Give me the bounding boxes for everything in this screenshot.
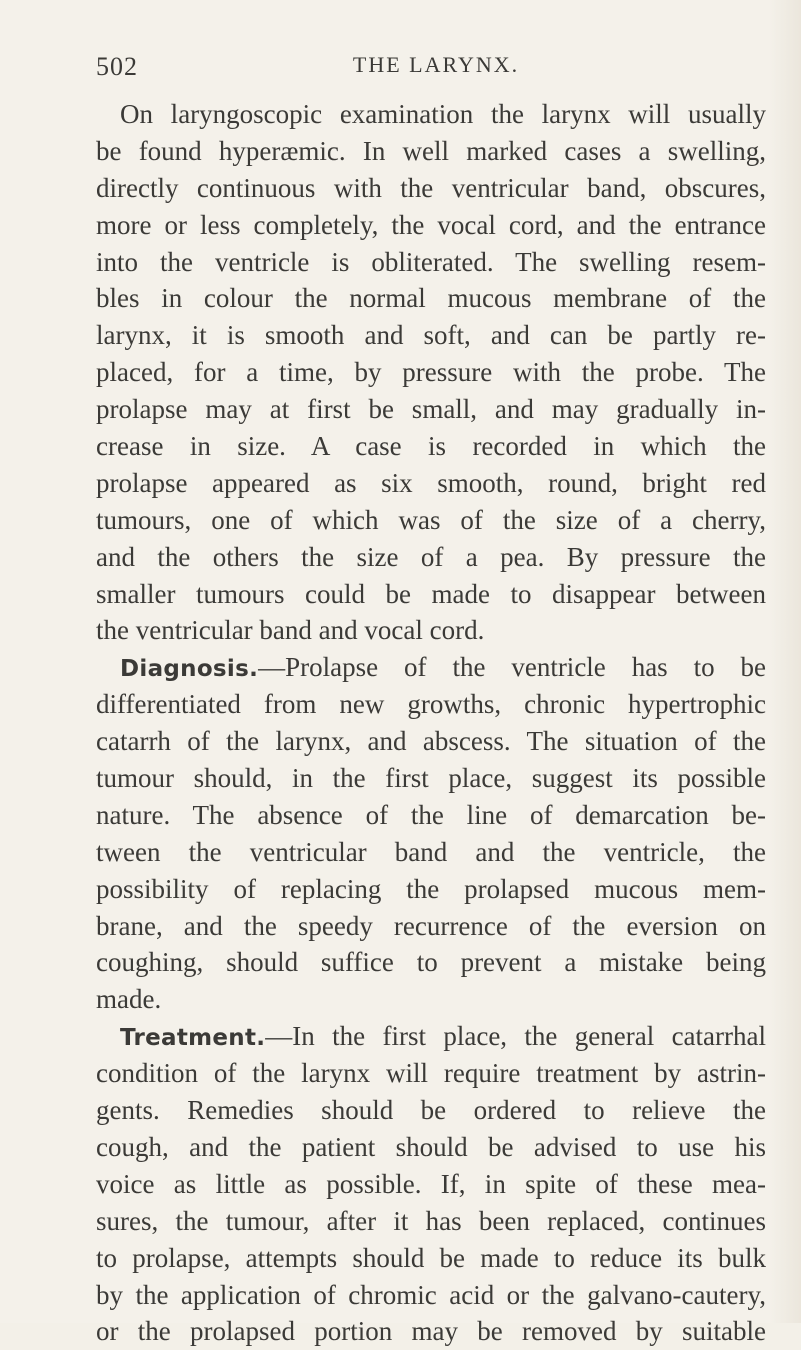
text-line: condition of the larynx will require treatment by astrin- — [96, 1058, 766, 1089]
text-line: tumours, one of which was of the size of a cherry, — [96, 504, 766, 535]
text-line: bles in colour the normal mucous membrane of the — [96, 283, 766, 314]
running-head — [96, 52, 756, 82]
text-line: tween the ventricular band and the ventricle, the — [96, 836, 766, 867]
text-line: differentiated from new growths, chronic hypertrophic — [96, 689, 766, 720]
page-number: 502 — [96, 52, 138, 81]
text-line: brane, and the speedy recurrence of the eversion on — [96, 910, 766, 941]
text-run: —In the first place, the general catarrhal — [265, 1021, 766, 1052]
text-line: more or less completely, the vocal cord, and the entrance — [96, 209, 766, 240]
text-line: catarrh of the larynx, and abscess. The situation of the — [96, 726, 766, 757]
text-line: cough, and the patient should be advised to use his — [96, 1131, 766, 1162]
text-line: placed, for a time, by pressure with the probe. The — [96, 357, 766, 388]
text-line: crease in size. A case is recorded in which the — [96, 431, 766, 462]
paragraph-laryngoscopic-examination — [96, 96, 766, 649]
text-line: sures, the tumour, after it has been replaced, continues — [96, 1205, 766, 1236]
body-text — [96, 96, 766, 1350]
paragraph-treatment — [96, 1018, 766, 1350]
running-title: THE LARYNX. — [352, 52, 520, 77]
text-line: or the prolapsed portion may be removed by suitable — [96, 1316, 766, 1347]
text-line: tumour should, in the first place, suggest its possible — [96, 763, 766, 794]
text-line: made. — [96, 984, 162, 1015]
text-line: and the others the size of a pea. By pressure the — [96, 541, 766, 572]
text-line: into the ventricle is obliterated. The swelling resem- — [96, 246, 766, 277]
text-run: —Prolapse of the ventricle has to be — [258, 652, 766, 683]
text-line: gents. Remedies should be ordered to relieve the — [96, 1095, 766, 1126]
section-heading-treatment: Treatment. — [120, 1025, 266, 1052]
text-line: to prolapse, attempts should be made to reduce its bulk — [96, 1242, 766, 1273]
text-line: voice as little as possible. If, in spite of these mea- — [96, 1168, 766, 1199]
text-line: prolapse may at first be small, and may gradually in- — [96, 394, 766, 425]
section-heading-diagnosis: Diagnosis. — [120, 656, 259, 683]
text-line — [96, 1018, 766, 1055]
text-line: coughing, should suffice to prevent a mistake being — [96, 947, 766, 978]
text-line: by the application of chromic acid or the galvano-cautery, — [96, 1279, 766, 1310]
text-line: the ventricular band and vocal cord. — [96, 615, 485, 646]
text-line: On laryngoscopic examination the larynx will usually — [120, 99, 766, 129]
text-line: be found hyperæmic. In well marked cases a swelling, — [96, 135, 766, 166]
text-line: larynx, it is smooth and soft, and can be partly re- — [96, 320, 766, 351]
text-line: smaller tumours could be made to disappear between — [96, 578, 766, 609]
text-line: directly continuous with the ventricular band, obscures, — [96, 172, 766, 203]
text-line: prolapse appeared as six smooth, round, bright red — [96, 467, 766, 498]
text-line — [96, 649, 766, 686]
text-line: possibility of replacing the prolapsed mucous mem- — [96, 873, 766, 904]
paragraph-diagnosis — [96, 649, 766, 1018]
text-line: nature. The absence of the line of demarcation be- — [96, 799, 766, 830]
